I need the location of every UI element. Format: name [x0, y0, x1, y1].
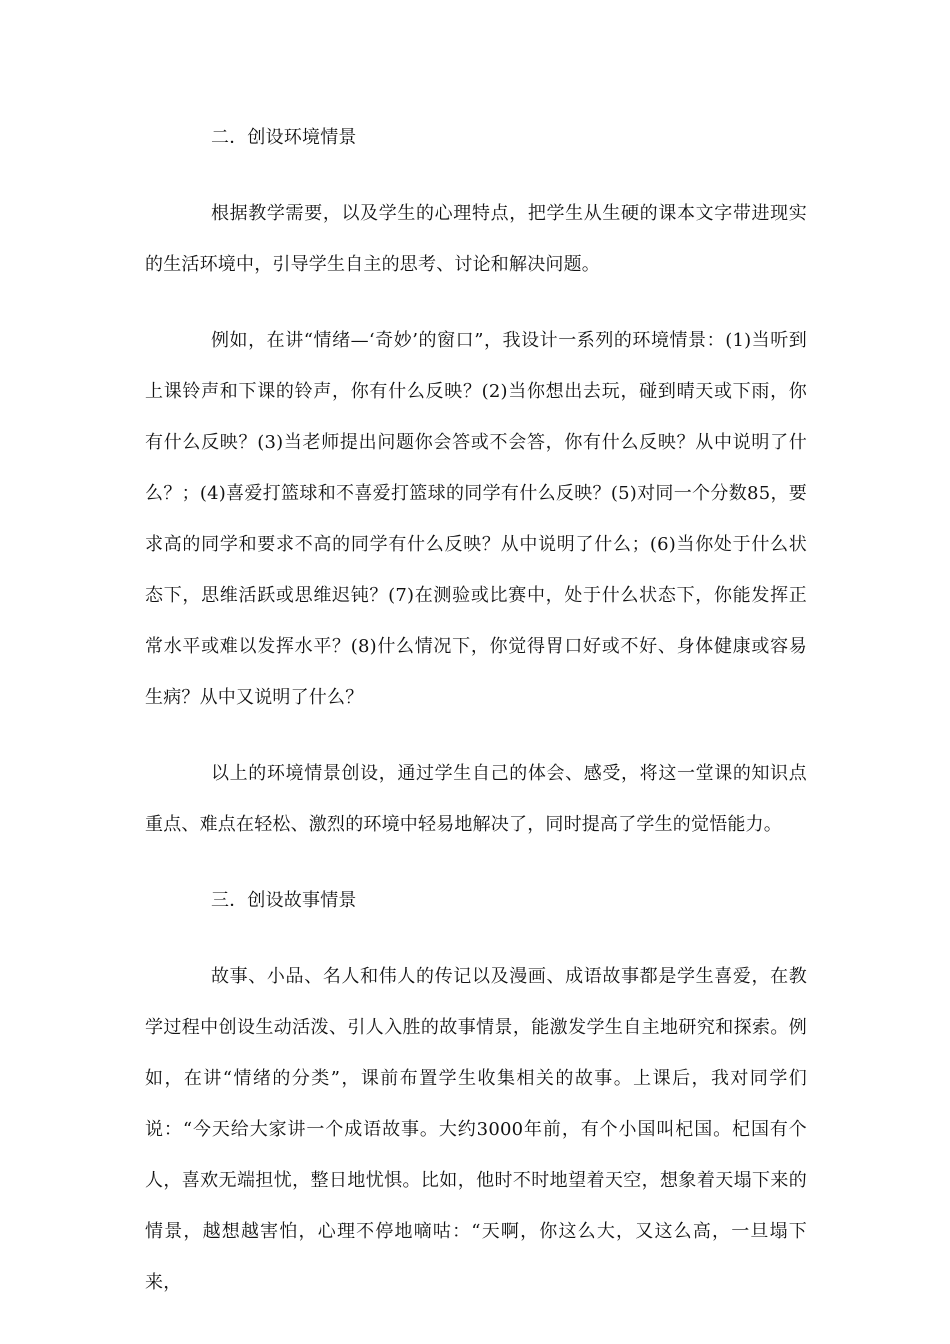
paragraph-story-scenario: 故事、小品、名人和伟人的传记以及漫画、成语故事都是学生喜爱，在教学过程中创设生动活泼、引人入胜的故事情景，能激发学生自主地研究和探索。例如，在讲“情绪的分类”，课前布置学生收集相关的故事。上课后，我对同学们说：“今天给大家讲一个成语故事。大约3000年前，有个小国叫杞国。杞国有个人，喜欢无端担忧，整日地忧惧。比如，他时不时地望着天空，想象着天塌下来的情景，越想越害怕，心理不停地嘀咕：“天啊，你这么大，又这么高，一旦塌下来，: [145, 966, 807, 1293]
paragraph-environment-intro: 根据教学需要，以及学生的心理特点，把学生从生硬的课本文字带进现实的生活环境中，引导学生自主的思考、讨论和解决问题。: [145, 203, 807, 275]
section-two-title: 二．创设环境情景: [211, 127, 357, 148]
section-three-title: 三．创设故事情景: [211, 890, 357, 911]
document-content: [145, 112, 807, 1333]
paragraph-environment-examples: 例如，在讲“情绪—‘奇妙’的窗口”，我设计一系列的环境情景：(1)当听到上课铃声和下课的铃声，你有什么反映？(2)当你想出去玩，碰到晴天或下雨，你有什么反映？(3)当老师提出问题你会答或不会答，你有什么反映？从中说明了什么？；(4)喜爱打篮球和不喜爱打篮球的同学有什么反映？(5)对同一个分数85，要求高的同学和要求不高的同学有什么反映？从中说明了什么；(6)当你处于什么状态下，思维活跃或思维迟钝？(7)在测验或比赛中，处于什么状态下，你能发挥正常水平或难以发挥水平？(8)什么情况下，你觉得胃口好或不好、身体健康或容易生病？从中又说明了什么？: [145, 330, 807, 708]
paragraph-environment-summary: 以上的环境情景创设，通过学生自己的体会、感受，将这一堂课的知识点重点、难点在轻松、激烈的环境中轻易地解决了，同时提高了学生的觉悟能力。: [145, 763, 807, 835]
